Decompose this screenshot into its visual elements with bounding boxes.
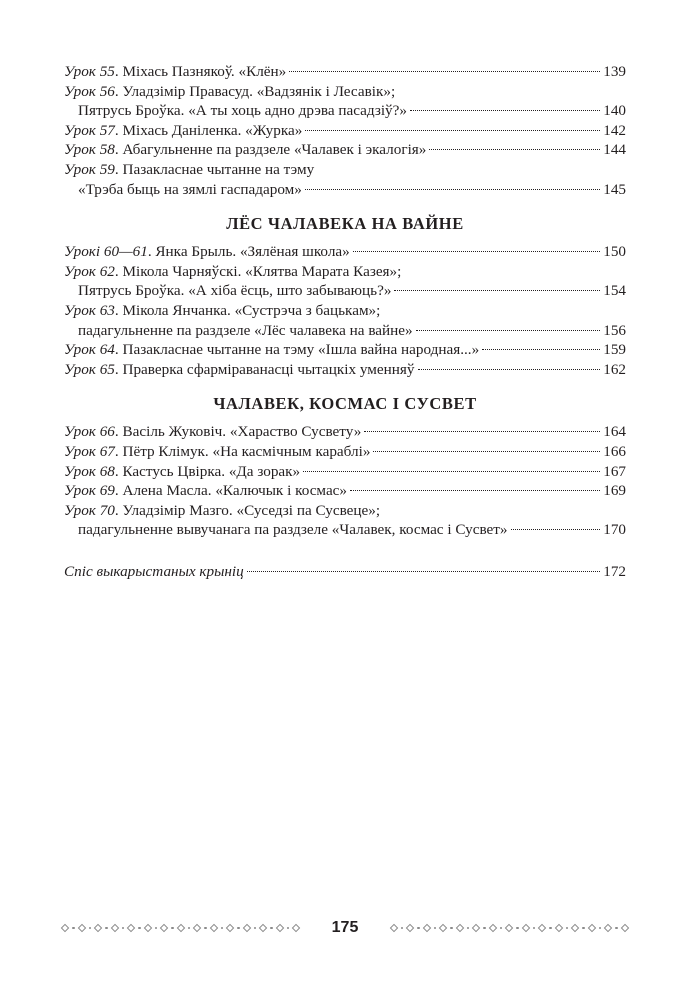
toc-entry: Урок 56 . Уладзімір Правасуд. «Вадзянік і Лесавік»; Пятрусь Броўка. «А ты хоць адно дрэва пасадзіў?» 140	[64, 82, 626, 120]
lesson-number: Урок 68	[64, 462, 115, 480]
entry-title: Мікола Чарняўскі. «Клятва Марата Казея»;	[122, 262, 402, 280]
page-ref: 170	[603, 521, 626, 539]
lesson-number: Урок 56	[64, 82, 115, 100]
dot-leader	[303, 471, 600, 472]
dot-leader	[410, 110, 600, 111]
dot-leader	[429, 149, 600, 150]
entry-title: Мікола Янчанка. «Сустрэча з бацькам»;	[122, 301, 381, 319]
entry-title: Міхась Даніленка. «Журка»	[122, 121, 303, 139]
dot-leader	[353, 251, 600, 252]
toc-entry: Урок 68 . Кастусь Цвірка. «Да зорак» 167	[64, 462, 626, 480]
toc-entry: Урок 58 . Абагульненне па раздзеле «Чалавек і экалогія» 144	[64, 141, 626, 159]
toc-entry: Урок 57 . Міхась Даніленка. «Журка» 142	[64, 121, 626, 139]
page-ref: 140	[603, 102, 626, 120]
lesson-number: Урокі 60—61	[64, 243, 148, 261]
entry-title: Пётр Клімук. «На касмічным караблі»	[122, 442, 371, 460]
bibliography-label: Спіс выкарыстаных крыніц	[64, 562, 244, 580]
toc-bibliography	[64, 562, 626, 582]
toc-entry: Урок 59 . Пазакласнае чытанне на тэму «Трэба быць на зямлі гаспадаром» 145	[64, 160, 626, 198]
ornament-left	[62, 925, 299, 931]
toc-entry: Урок 65 . Праверка сфарміраванасці чытацкіх уменняў 162	[64, 360, 626, 378]
lesson-number: Урок 65	[64, 360, 115, 378]
page-ref: 172	[603, 562, 626, 580]
entry-title: Абагульненне па раздзеле «Чалавек і экалогія»	[122, 141, 427, 159]
dot-leader	[418, 369, 601, 370]
lesson-number: Урок 63	[64, 301, 115, 319]
page-ref: 150	[603, 243, 626, 261]
entry-title: Праверка сфарміраванасці чытацкіх уменняў	[122, 360, 415, 378]
page-ref: 144	[603, 141, 626, 159]
toc-entry: Урок 70 . Уладзімір Мазго. «Суседзі па Сусвеце»; падагульненне вывучанага па раздзеле «Чалавек, космас і Сусвет» 170	[64, 501, 626, 539]
toc-entry: Урокі 60—61 . Янка Брыль. «Зялёная школа» 150	[64, 243, 626, 261]
dot-leader	[394, 290, 600, 291]
entry-title-continued: «Трэба быць на зямлі гаспадаром»	[78, 180, 302, 198]
toc-entry: Урок 63 . Мікола Янчанка. «Сустрэча з бацькам»; падагульненне па раздзеле «Лёс чалавека на вайне» 156	[64, 301, 626, 339]
toc-entry: Урок 67 . Пётр Клімук. «На касмічным караблі» 166	[64, 442, 626, 460]
dot-leader	[416, 330, 601, 331]
lesson-number: Урок 64	[64, 341, 115, 359]
page-ref: 142	[603, 121, 626, 139]
dot-leader	[247, 571, 600, 572]
entry-title: Пазакласнае чытанне на тэму	[122, 160, 315, 178]
page-ref: 169	[603, 482, 626, 500]
dot-leader	[305, 130, 600, 131]
entry-title: Міхась Пазнякоў. «Клён»	[122, 63, 287, 80]
page-ref: 159	[603, 341, 626, 359]
entry-title: Уладзімір Правасуд. «Вадзянік і Лесавік»;	[122, 82, 396, 100]
entry-title: Пазакласнае чытанне на тэму «Ішла вайна народная...»	[122, 341, 480, 359]
toc-entry: Урок 64 . Пазакласнае чытанне на тэму «Ішла вайна народная...» 159	[64, 341, 626, 359]
ornament-right	[391, 925, 628, 931]
entry-title-continued: Пятрусь Броўка. «А ты хоць адно дрэва пасадзіў?»	[78, 102, 407, 120]
entry-title: Васіль Жуковіч. «Хараство Сусвету»	[122, 423, 362, 441]
toc-section-ecology	[64, 62, 626, 199]
dot-leader	[373, 451, 600, 452]
page-number: 175	[331, 919, 359, 936]
toc-entry: Урок 62 . Мікола Чарняўскі. «Клятва Марата Казея»; Пятрусь Броўка. «А хіба ёсць, што забываюць?» 154	[64, 262, 626, 300]
dot-leader	[305, 189, 600, 190]
dot-leader	[511, 529, 601, 530]
dot-leader	[350, 490, 600, 491]
lesson-number: Урок 67	[64, 442, 115, 460]
entry-title: Кастусь Цвірка. «Да зорак»	[122, 462, 301, 480]
page-ref: 167	[603, 462, 626, 480]
section-heading: ЧАЛАВЕК, КОСМАС І СУСВЕТ	[213, 394, 477, 414]
entry-title: Янка Брыль. «Зялёная школа»	[155, 243, 350, 261]
page-footer	[62, 915, 628, 941]
toc-entry: Урок 69 . Алена Масла. «Калючык і космас» 169	[64, 482, 626, 500]
entry-title-continued: падагульненне па раздзеле «Лёс чалавека на вайне»	[78, 321, 413, 339]
table-of-contents	[64, 62, 626, 581]
lesson-number: Урок 66	[64, 423, 115, 441]
lesson-number: Урок 59	[64, 160, 115, 178]
dot-leader	[364, 431, 600, 432]
section-heading: ЛЁС ЧАЛАВЕКА НА ВАЙНЕ	[226, 214, 464, 234]
toc-entry: Урок 55 . Міхась Пазнякоў. «Клён» 139	[64, 63, 626, 80]
lesson-number: Урок 57	[64, 121, 115, 139]
lesson-number: Урок 70	[64, 501, 115, 519]
page-ref: 139	[603, 63, 626, 80]
page-ref: 156	[603, 321, 626, 339]
lesson-number: Урок 58	[64, 141, 115, 159]
toc-section-cosmos	[64, 394, 626, 540]
dot-leader	[289, 71, 600, 72]
entry-title-continued: Пятрусь Броўка. «А хіба ёсць, што забываюць?»	[78, 282, 392, 300]
page-ref: 154	[603, 282, 626, 300]
page-ref: 162	[603, 360, 626, 378]
lesson-number: Урок 69	[64, 482, 115, 500]
page-ref: 145	[603, 180, 626, 198]
lesson-number: Урок 55	[64, 63, 115, 80]
lesson-number: Урок 62	[64, 262, 115, 280]
toc-entry: Урок 66 . Васіль Жуковіч. «Хараство Сусвету» 164	[64, 423, 626, 441]
toc-section-war	[64, 214, 626, 379]
page-ref: 164	[603, 423, 626, 441]
dot-leader	[482, 349, 600, 350]
page-ref: 166	[603, 442, 626, 460]
entry-title-continued: падагульненне вывучанага па раздзеле «Чалавек, космас і Сусвет»	[78, 521, 508, 539]
entry-title: Уладзімір Мазго. «Суседзі па Сусвеце»;	[122, 501, 381, 519]
entry-title: Алена Масла. «Калючык і космас»	[122, 482, 348, 500]
